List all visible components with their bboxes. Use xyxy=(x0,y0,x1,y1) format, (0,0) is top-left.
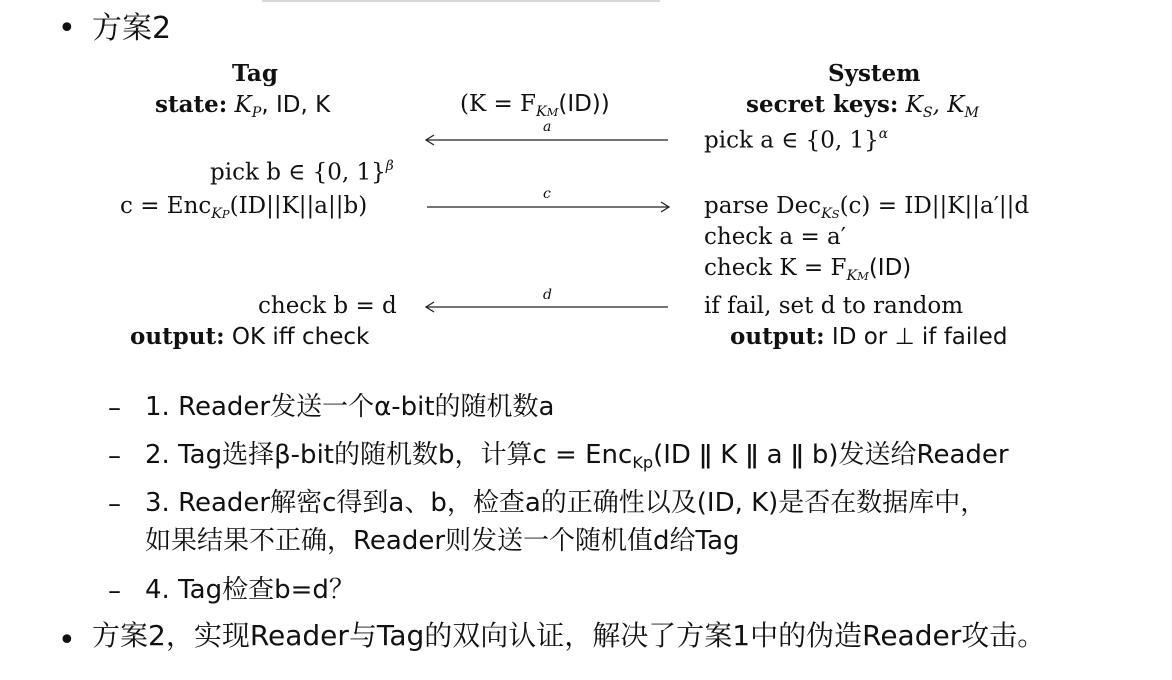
tag-check-b: check b = d xyxy=(258,293,397,319)
item-dash: – xyxy=(108,489,121,519)
system-check-a: check a = a′ xyxy=(704,224,846,250)
system-parse: parse Dec$_{KS}$(c) = ID||K||a′||d xyxy=(704,193,1030,222)
system-pick-a: pick a ∈ {0, 1}$^\alpha$ xyxy=(704,126,889,154)
arrow-label-a: a xyxy=(543,119,552,135)
system-check-k: check $K = F_{KM}(ID)$ xyxy=(704,255,912,284)
arrow-label-d: d xyxy=(543,287,552,303)
system-column-title: System xyxy=(828,60,921,87)
key-derivation: $(K = F_{KM}(ID))$ xyxy=(460,91,610,120)
bullet-marker: • xyxy=(58,11,76,46)
system-if-fail: if fail, set d to random xyxy=(704,293,964,319)
list-item-continuation: 如果结果不正确，Reader则发送一个随机值d给Tag xyxy=(145,526,740,556)
list-item: 1. Reader发送一个α-bit的随机数a xyxy=(145,392,555,422)
tag-pick-b: pick b ∈ {0, 1}$^\beta$ xyxy=(210,158,394,186)
arrow-label-c: c xyxy=(543,186,551,202)
item-dash: – xyxy=(108,441,121,471)
list-item: 4. Tag检查b=d？ xyxy=(145,575,355,605)
section-heading: 方案2 xyxy=(92,11,172,46)
item-dash: – xyxy=(108,576,121,606)
system-output: output: ID or ⊥ if failed xyxy=(730,323,1008,350)
system-secret-keys: secret keys: $K_S$, $K_M$ xyxy=(746,91,980,121)
summary-text: 方案2，实现Reader与Tag的双向认证，解决了方案1中的伪造Reader攻击。 xyxy=(92,619,1046,652)
tag-column-title: Tag xyxy=(232,60,278,87)
bullet-marker: • xyxy=(58,623,76,658)
tag-output: output: OK iff check xyxy=(130,323,370,350)
item-dash: – xyxy=(108,393,121,423)
tag-compute-c: c = Enc$_{KP}$(ID||K||a||b) xyxy=(120,193,368,222)
tag-state-line: state: $K_P$, ID, K xyxy=(155,91,331,121)
list-item: 2. Tag选择β-bit的随机数b，计算c = EncKp(ID ǁ K ǁ a ǁ b)发送给Reader xyxy=(145,440,1009,472)
list-item: 3. Reader解密c得到a、b，检查a的正确性以及(ID, K)是否在数据库中， xyxy=(145,488,987,518)
